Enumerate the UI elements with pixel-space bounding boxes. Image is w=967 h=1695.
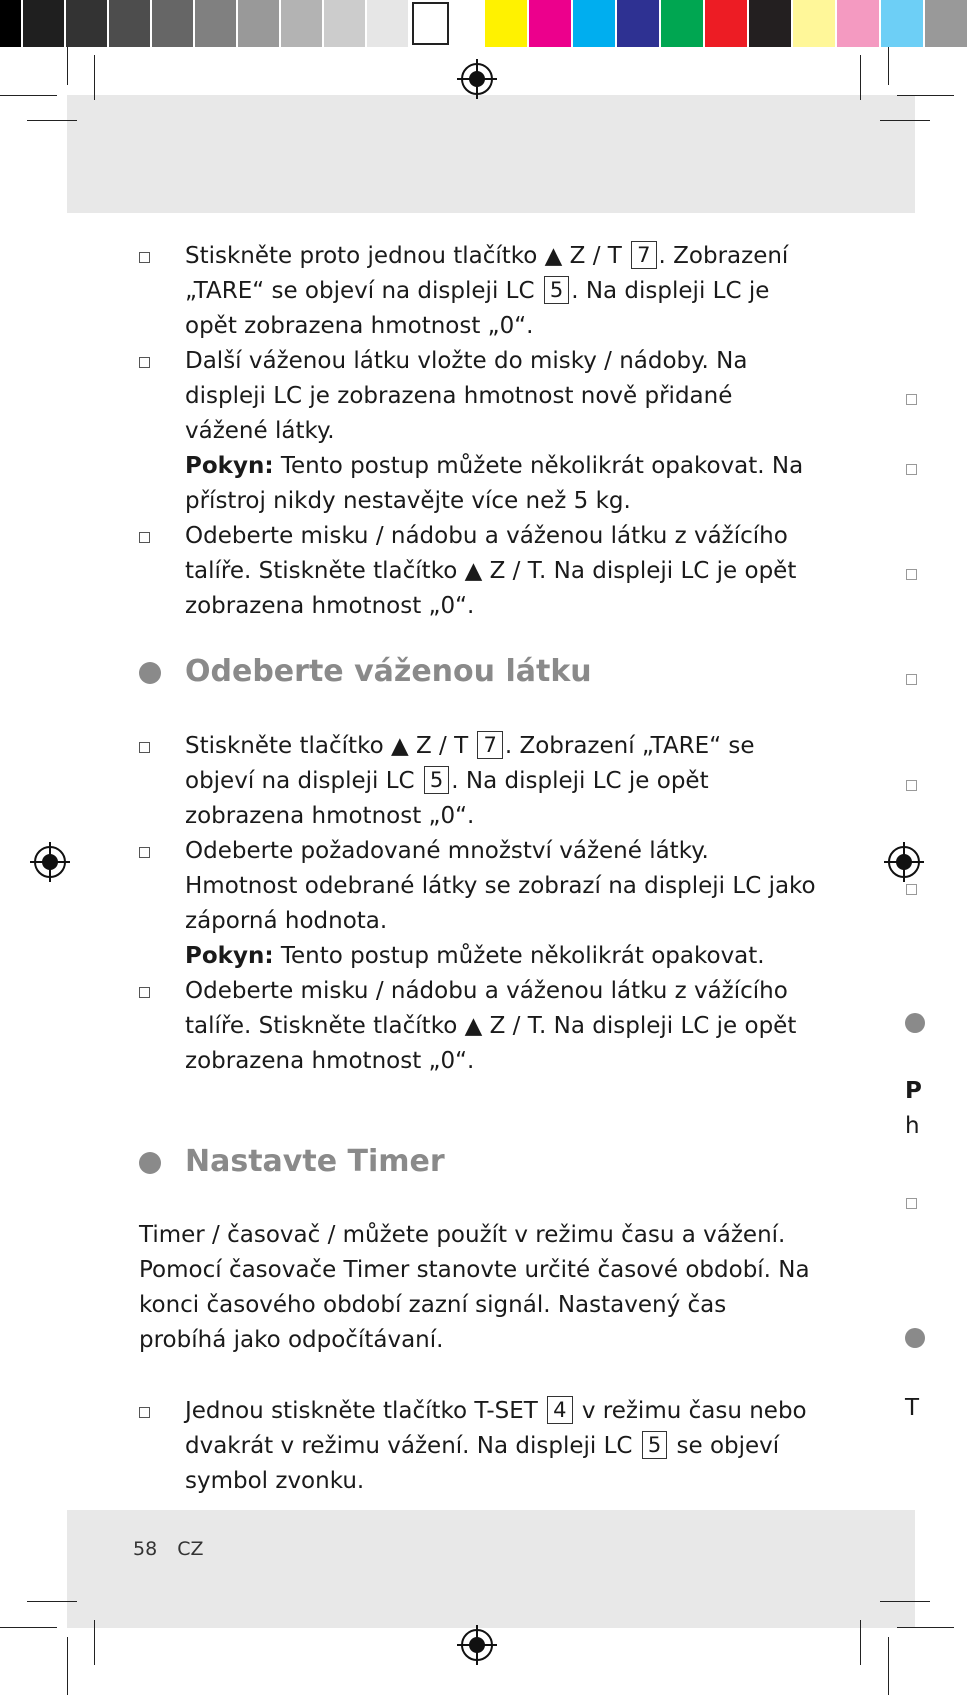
section-heading: [139, 1142, 819, 1182]
crop-mark: [897, 1627, 954, 1628]
edge-letter: h: [905, 1113, 920, 1139]
color-swatch: [705, 0, 747, 47]
crop-mark: [0, 1627, 57, 1628]
edge-bullet-icon: [906, 569, 917, 580]
edge-bullet-icon: [906, 1198, 917, 1209]
color-swatch: [793, 0, 835, 47]
list-item: [139, 974, 819, 1079]
color-swatch: [367, 0, 408, 47]
registration-mark-icon: [884, 842, 924, 882]
item-text: Stiskněte tlačítko ▲ Z / T: [185, 733, 476, 759]
list-item: [139, 344, 819, 449]
item-text: . Na displeji LC je opět zobrazena hmotnost „0“.: [185, 768, 709, 829]
note-label: Pokyn:: [185, 943, 274, 969]
color-swatch: [573, 0, 615, 47]
color-swatch: [109, 0, 150, 47]
color-swatch: [529, 0, 571, 47]
item-text: Odeberte požadované množství vážené látky. Hmotnost odebrané látky se zobrazí na displeji LC jako záporná hodnota.: [185, 838, 816, 934]
square-bullet-icon: [139, 742, 150, 753]
item-text: Stiskněte proto jednou tlačítko ▲ Z / T: [185, 243, 630, 269]
page-number: 58: [133, 1538, 158, 1560]
square-bullet-icon: [139, 847, 150, 858]
note-text: Tento postup můžete několikrát opakovat. Na přístroj nikdy nestavějte více než 5 kg.: [185, 453, 804, 514]
edge-bullet-icon: [906, 884, 917, 895]
reference-number: 7: [631, 241, 656, 269]
reference-number: 4: [547, 1396, 572, 1424]
section-2: [139, 652, 819, 692]
color-swatch: [0, 0, 21, 47]
crop-mark: [67, 47, 68, 85]
color-swatch: [485, 0, 527, 47]
item-text: Odeberte misku / nádobu a váženou látku z vážícího talíře. Stiskněte tlačítko ▲ Z / T. Na displeji LC je opět zobrazena hmotnost „0“.: [185, 978, 797, 1074]
color-swatch: [281, 0, 322, 47]
item-text: . Na displeji LC je opět zobrazena hmotnost „0“.: [185, 278, 770, 339]
registration-mark-icon: [457, 1625, 497, 1665]
item-text: v režimu času nebo dvakrát v režimu vážení. Na displeji LC: [185, 1398, 807, 1459]
square-bullet-icon: [139, 252, 150, 263]
section-2-list: [139, 729, 819, 1079]
reference-number: 5: [424, 766, 449, 794]
color-swatch: [195, 0, 236, 47]
gray-dot-icon: [139, 662, 161, 684]
crop-mark: [880, 120, 930, 121]
crop-mark: [860, 1620, 861, 1665]
crop-mark: [0, 95, 57, 96]
section-3: [139, 1142, 819, 1182]
edge-bullet-icon: [906, 464, 917, 475]
footer-band: [67, 1510, 915, 1628]
color-swatch: [23, 0, 64, 47]
crop-mark: [888, 1637, 889, 1695]
gray-dot-icon: [139, 1152, 161, 1174]
edge-bullet-icon: [906, 674, 917, 685]
list-item: [139, 239, 819, 344]
square-bullet-icon: [139, 987, 150, 998]
color-swatch: [749, 0, 791, 47]
item-text: Další váženou látku vložte do misky / nádoby. Na displeji LC je zobrazena hmotnost nově přidané vážené látky.: [185, 348, 748, 444]
edge-bullet-icon: [906, 780, 917, 791]
square-bullet-icon: [139, 357, 150, 368]
color-swatch: [925, 0, 967, 47]
language-code: CZ: [177, 1538, 204, 1560]
item-text: Jednou stiskněte tlačítko T-SET: [185, 1398, 546, 1424]
color-swatch: [152, 0, 193, 47]
crop-mark: [880, 1601, 930, 1602]
square-bullet-icon: [139, 1407, 150, 1418]
item-text: . Zobrazení „TARE“ se objeví na displeji LC: [185, 733, 755, 794]
color-swatch: [66, 0, 107, 47]
reference-number: 7: [477, 731, 502, 759]
page-footer: [133, 1538, 223, 1560]
color-swatch: [661, 0, 703, 47]
section-heading: [139, 652, 819, 692]
section-1: [139, 239, 819, 624]
registration-mark-icon: [30, 842, 70, 882]
header-band: [67, 95, 915, 213]
color-swatch: [881, 0, 923, 47]
square-bullet-icon: [139, 532, 150, 543]
crop-mark: [94, 55, 95, 100]
crop-mark: [94, 1620, 95, 1665]
color-swatch: [238, 0, 279, 47]
note: [139, 939, 819, 974]
note-label: Pokyn:: [185, 453, 274, 479]
color-swatch: [617, 0, 659, 47]
note-text: Tento postup můžete několikrát opakovat.: [273, 943, 765, 969]
registration-mark-icon: [457, 59, 497, 99]
section-3-intro: [139, 1218, 819, 1358]
edge-letter: P: [905, 1078, 922, 1104]
crop-mark: [897, 95, 954, 96]
list-item: [139, 519, 819, 624]
note: [139, 449, 819, 519]
reference-number: 5: [544, 276, 569, 304]
color-swatch: [324, 0, 365, 47]
crop-mark: [860, 55, 861, 100]
crop-mark: [27, 120, 77, 121]
crop-mark: [67, 1637, 68, 1695]
intro-paragraph: Timer / časovač / můžete použít v režimu času a vážení. Pomocí časovače Timer stanovte určité časové období. Na konci časového období zazní signál. Nastavený čas probíhá jako odpočítávaní.: [139, 1222, 810, 1353]
color-swatch: [410, 0, 451, 47]
color-swatch: [837, 0, 879, 47]
heading-text: Odeberte váženou látku: [185, 654, 592, 689]
crop-mark: [888, 47, 889, 85]
item-text: . Zobrazení „TARE“ se objeví na displeji LC: [185, 243, 789, 304]
list-item: [139, 1394, 819, 1499]
reference-number: 5: [642, 1431, 667, 1459]
crop-mark: [27, 1601, 77, 1602]
list-item: [139, 834, 819, 939]
edge-dot-icon: [905, 1013, 925, 1033]
section-3-list: [139, 1394, 819, 1499]
list-item: [139, 729, 819, 834]
item-text: se objeví symbol zvonku.: [185, 1433, 780, 1494]
edge-dot-icon: [905, 1328, 925, 1348]
edge-letter: T: [905, 1395, 920, 1421]
edge-bullet-icon: [906, 394, 917, 405]
item-text: Odeberte misku / nádobu a váženou látku z vážícího talíře. Stiskněte tlačítko ▲ Z / T. Na displeji LC je opět zobrazena hmotnost „0“.: [185, 523, 797, 619]
heading-text: Nastavte Timer: [185, 1144, 445, 1179]
